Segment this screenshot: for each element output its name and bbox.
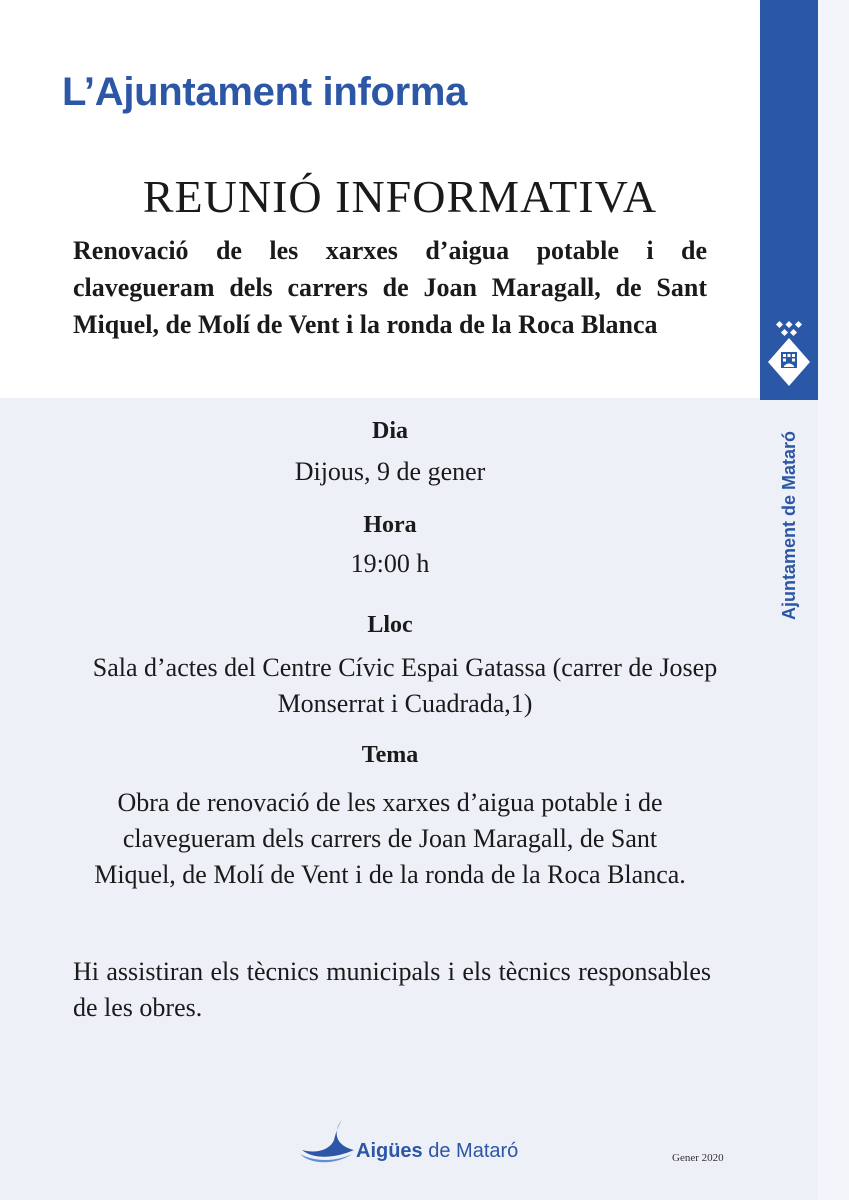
subheading: Renovació de les xarxes d’aigua potable i de clavegueram dels carrers de Joan Maragall, de Sant Miquel, de Molí de Vent i la ronda de la Roca Blanca	[73, 236, 707, 339]
main-heading: REUNIÓ INFORMATIVA	[142, 171, 658, 222]
footer-brand	[356, 1140, 518, 1163]
section-label-hora: Hora	[363, 512, 417, 538]
sidebar-org-name: Ajuntament de Mataró	[779, 430, 799, 620]
page-header-title: L’Ajuntament informa	[62, 70, 468, 114]
section-value-dia: Dijous, 9 de gener	[294, 457, 486, 486]
section-value-tema: Obra de renovació de les xarxes d’aigua potable i de clavegueram dels carrers de Joan Maragall, de Sant Miquel, de Molí de Vent i de la ronda de la Roca Blanca.	[94, 788, 686, 889]
section-value-hora: 19:00 h	[350, 549, 430, 578]
section-label-lloc: Lloc	[367, 612, 413, 638]
closing-paragraph: Hi assistiran els tècnics municipals i els tècnics responsables de les obres.	[73, 957, 711, 1022]
water-drop-wave-icon	[296, 1118, 356, 1166]
footer-brand-bold: Aigües	[356, 1140, 423, 1162]
section-label-dia: Dia	[372, 418, 408, 444]
mataro-coat-of-arms-icon	[764, 318, 814, 398]
footer-date: Gener 2020	[672, 1152, 724, 1164]
section-label-tema: Tema	[361, 742, 419, 768]
footer-brand-rest: de Mataró	[422, 1140, 519, 1162]
page-margin	[818, 0, 849, 1200]
section-value-lloc: Sala d’actes del Centre Cívic Espai Gatassa (carrer de Josep Monserrat i Cuadrada,1)	[92, 653, 718, 718]
